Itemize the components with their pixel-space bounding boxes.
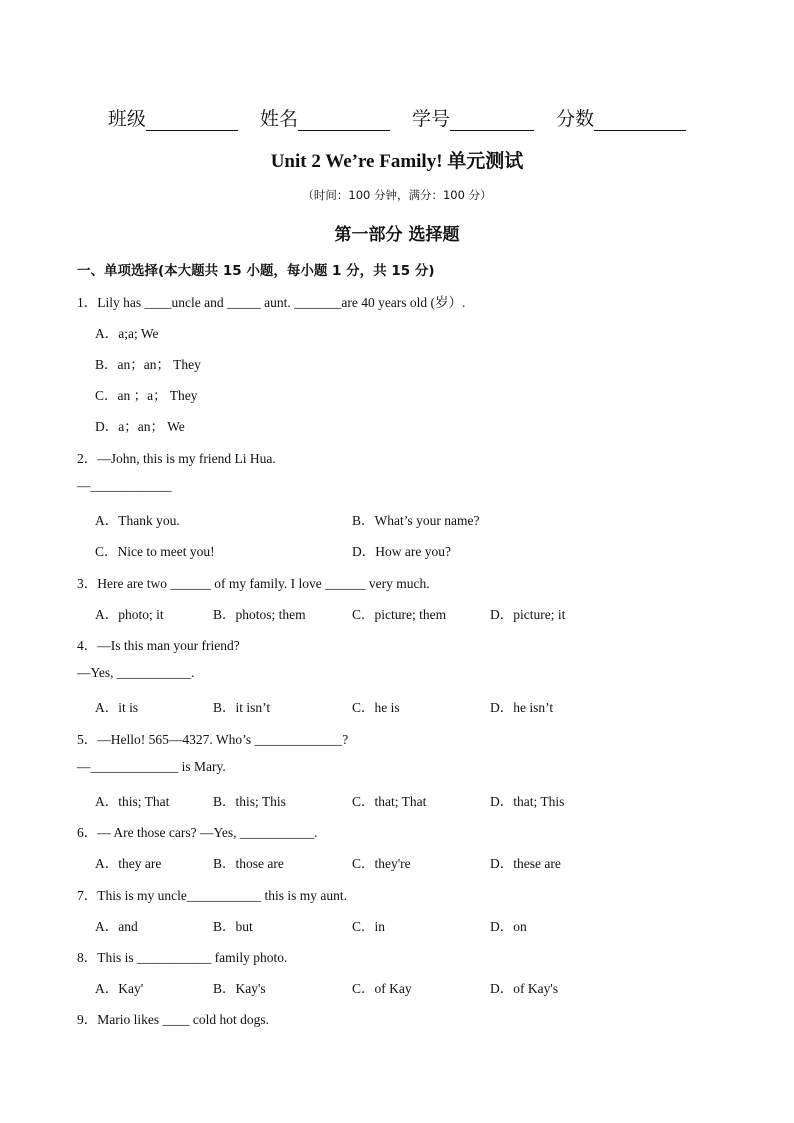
q4-reply: —Yes, ___________. [77, 665, 195, 680]
q4-option-d[interactable]: D．he isn’t [490, 700, 554, 715]
exam-info: （时间：100 分钟，满分：100 分） [302, 188, 492, 202]
q3-option-a[interactable]: A．photo; it [95, 607, 164, 622]
question-5: 5．—Hello! 565—4327. Who’s _____________? [77, 732, 349, 747]
q3-option-c[interactable]: C．picture; them [352, 607, 447, 622]
q1-option-a[interactable]: A．a;a; We [95, 326, 159, 341]
student-info-fields [0, 104, 794, 131]
q6-option-d[interactable]: D．these are [490, 856, 561, 871]
q5-option-b[interactable]: B．this; This [213, 794, 286, 809]
question-9: 9．Mario likes ____ cold hot dogs. [77, 1012, 269, 1027]
student-number-field[interactable]: 学号 [412, 108, 534, 130]
q2-reply: —____________ [77, 478, 172, 493]
q3-option-b[interactable]: B．photos; them [213, 607, 306, 622]
question-8: 8．This is ___________ family photo. [77, 950, 288, 965]
question-3: 3．Here are two ______ of my family. I love ______ very much. [77, 576, 430, 591]
q4-option-c[interactable]: C．he is [352, 700, 400, 715]
q6-option-c[interactable]: C．they're [352, 856, 411, 871]
q1-option-b[interactable]: B．an；an； They [95, 357, 201, 372]
q7-option-b[interactable]: B．but [213, 919, 253, 934]
section-heading: 一、单项选择(本大题共 15 小题，每小题 1 分，共 15 分) [77, 263, 435, 279]
q2-option-b[interactable]: B．What’s your name? [352, 513, 480, 528]
q7-option-d[interactable]: D．on [490, 919, 527, 934]
page-title: Unit 2 We’re Family! 单元测试 [270, 151, 524, 172]
q1-option-c[interactable]: C．an ；a； They [95, 388, 198, 403]
q2-option-a[interactable]: A．Thank you. [95, 513, 180, 528]
question-4: 4．—Is this man your friend? [77, 638, 240, 653]
q4-option-a[interactable]: A．it is [95, 700, 139, 715]
q5-reply: —_____________ is Mary. [77, 759, 226, 774]
q2-option-c[interactable]: C．Nice to meet you! [95, 544, 215, 559]
q5-option-d[interactable]: D．that; This [490, 794, 565, 809]
q7-option-c[interactable]: C．in [352, 919, 386, 934]
part-heading: 第一部分 选择题 [334, 225, 460, 245]
question-7: 7．This is my uncle___________ this is my aunt. [77, 888, 347, 903]
score-field[interactable]: 分数 [556, 108, 686, 130]
q6-option-b[interactable]: B．those are [213, 856, 284, 871]
q5-option-a[interactable]: A．this; That [95, 794, 170, 809]
q2-option-d[interactable]: D．How are you? [352, 544, 451, 559]
q8-option-d[interactable]: D．of Kay's [490, 981, 559, 996]
q5-option-c[interactable]: C．that; That [352, 794, 427, 809]
q6-option-a[interactable]: A．they are [95, 856, 162, 871]
name-field[interactable]: 姓名 [260, 108, 390, 130]
q1-option-d[interactable]: D．a；an； We [95, 419, 185, 434]
q8-option-c[interactable]: C．of Kay [352, 981, 412, 996]
q4-option-b[interactable]: B．it isn’t [213, 700, 271, 715]
class-field[interactable]: 班级 [108, 108, 238, 130]
question-1: 1．Lily has ____uncle and _____ aunt. _______are 40 years old (岁）. [77, 295, 466, 310]
q3-option-d[interactable]: D．picture; it [490, 607, 566, 622]
q8-option-a[interactable]: A．Kay' [95, 981, 144, 996]
question-2: 2．—John, this is my friend Li Hua. [77, 451, 276, 466]
q7-option-a[interactable]: A．and [95, 919, 138, 934]
q8-option-b[interactable]: B．Kay's [213, 981, 266, 996]
question-6: 6．— Are those cars? —Yes, ___________. [77, 825, 318, 840]
